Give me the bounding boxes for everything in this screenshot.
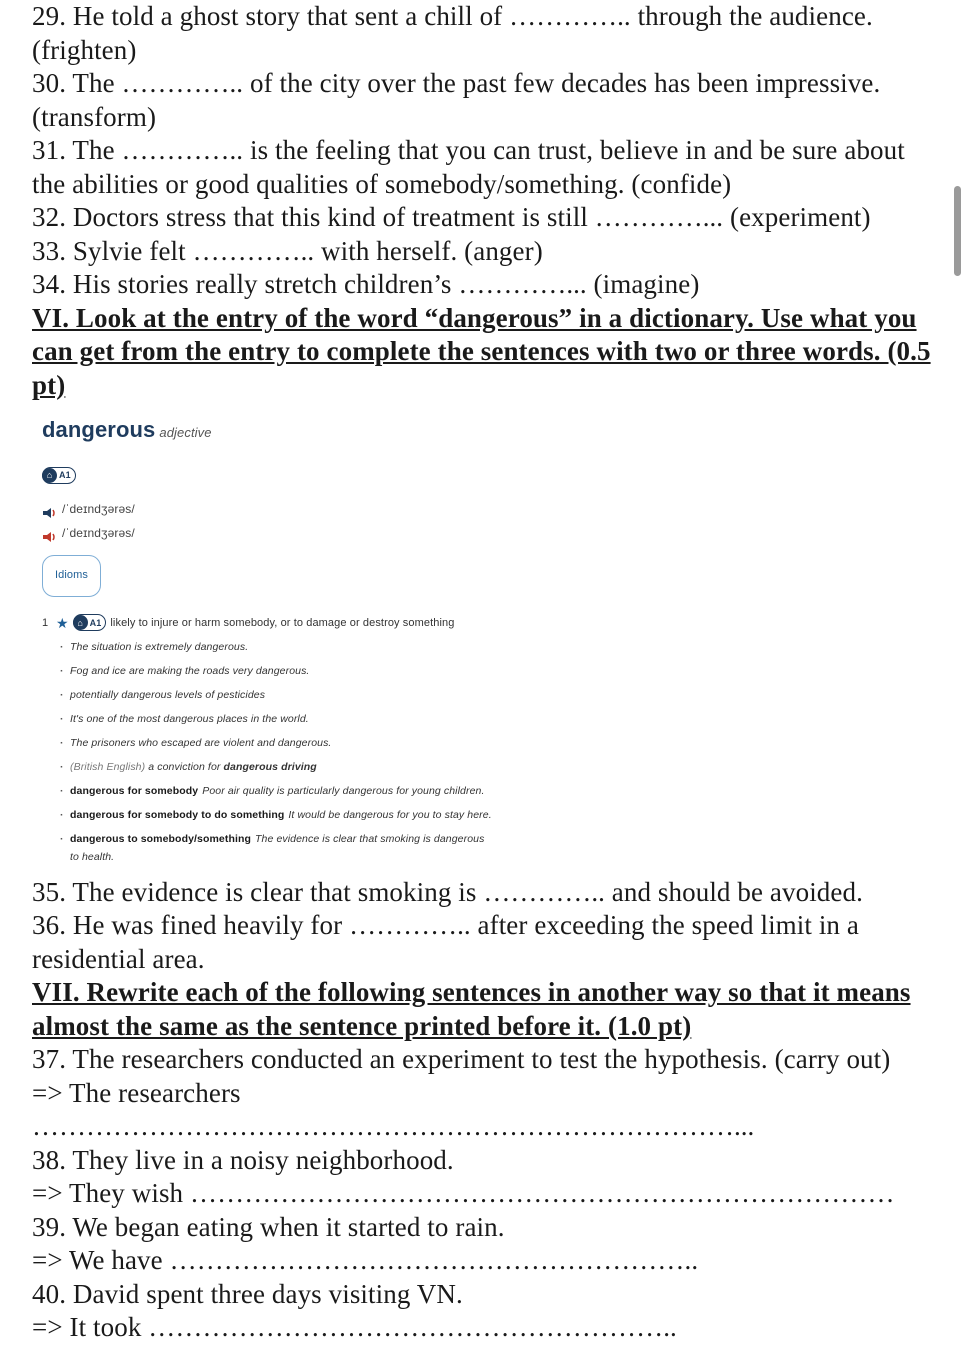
example: · potentially dangerous levels of pesticides [60, 683, 932, 707]
section-7-heading: VII. Rewrite each of the following sentences in another way so that it means almost the same as the sentence printed before it. (1.0 pt) [32, 977, 911, 1041]
sense-level-badge[interactable]: ⌂ A1 [73, 614, 107, 631]
example: · The situation is extremely dangerous. [60, 635, 932, 659]
answer-blank[interactable]: ………….. [458, 269, 580, 299]
answer-37[interactable]: => The researchers [32, 1077, 241, 1108]
part-of-speech: adjective [159, 425, 212, 440]
question-31: 31. The ………….. is the feeling that you can trust, believe in and be sure about the abilities or good qualities of somebody/something. (confide) [32, 135, 905, 199]
worksheet [32, 0, 932, 1345]
oxford-3000-icon: ⌂ [73, 615, 88, 630]
examples-list [42, 635, 932, 866]
pronunciation-us[interactable]: /ˈdeɪndʒərəs/ [42, 521, 932, 545]
answer-blank[interactable]: …………. [121, 68, 237, 98]
dictionary-entry [42, 412, 932, 866]
level-row [42, 458, 932, 492]
headword: dangerous [42, 417, 156, 442]
answer-blank[interactable]: …………. [121, 135, 237, 165]
example: · Fog and ice are making the roads very dangerous. [60, 659, 932, 683]
star-icon: ★ [56, 614, 69, 631]
question-40: 40. David spent three days visiting VN. [32, 1278, 463, 1309]
speaker-icon[interactable] [42, 527, 58, 539]
question-30: 30. The ………….. of the city over the past few decades has been impressive. (transform) [32, 68, 881, 132]
example: · (British English) a conviction for dangerous driving [60, 755, 932, 779]
pattern-example: · dangerous for somebody to do something It would be dangerous for you to stay here. [60, 803, 932, 827]
entry-header [42, 412, 932, 450]
question-37: 37. The researchers conducted an experiment to test the hypothesis. (carry out) [32, 1044, 891, 1074]
example: · The prisoners who escaped are violent and dangerous. [60, 731, 932, 755]
answer-blank[interactable]: …………. [192, 235, 308, 266]
answer-37-line[interactable]: ……………………………………………………………………... [32, 1111, 755, 1141]
answer-blank[interactable]: …………. [509, 1, 624, 31]
sense-1 [42, 611, 932, 635]
question-33: 33. Sylvie felt ………….. with herself. (anger) [32, 235, 543, 266]
question-34: 34. His stories really stretch children’s …………... (imagine) [32, 269, 700, 299]
definition: likely to injure or harm somebody, or to damage or destroy something [110, 616, 455, 629]
sense-number: 1 [42, 616, 49, 629]
idioms-button[interactable]: Idioms [42, 555, 101, 597]
oxford-level-badge[interactable]: ⌂ A1 [42, 467, 76, 484]
answer-blank[interactable]: ………….. [594, 202, 717, 232]
question-36: 36. He was fined heavily for ………….. after exceeding the speed limit in a residential area. [32, 910, 859, 974]
question-29: 29. He told a ghost story that sent a chill of ………….. through the audience. (frighten) [32, 1, 873, 65]
answer-39[interactable]: => We have ………………………………………………….. [32, 1245, 699, 1275]
answer-40[interactable]: => It took ………………………………………………….. [32, 1312, 677, 1342]
pattern-example: · dangerous to somebody/something The evidence is clear that smoking is dangerous to health. [60, 827, 490, 866]
question-35: 35. The evidence is clear that smoking is ………….. and should be avoided. [32, 876, 863, 907]
answer-38[interactable]: => They wish …………………………………………………………………… [32, 1178, 895, 1208]
oxford-3000-icon: ⌂ [42, 468, 57, 483]
register-label: (British English) [70, 760, 146, 773]
speaker-icon[interactable] [42, 503, 58, 515]
section-6-heading: VI. Look at the entry of the word “dangerous” in a dictionary. Use what you can get from the entry to complete the sentences with two or three words. (0.5 pt) [32, 302, 931, 400]
scrollbar-thumb[interactable] [954, 186, 961, 276]
example: · It's one of the most dangerous places in the world. [60, 707, 932, 731]
pronunciation-uk[interactable]: /ˈdeɪndʒərəs/ [42, 497, 932, 521]
answer-blank[interactable]: …………. [483, 876, 599, 907]
grammar-pattern: dangerous to somebody/something [70, 832, 252, 845]
pattern-example: · dangerous for somebody Poor air quality is particularly dangerous for young children. [60, 779, 932, 803]
question-32: 32. Doctors stress that this kind of treatment is still …………... (experiment) [32, 202, 871, 232]
question-39: 39. We began eating when it started to rain. [32, 1211, 505, 1242]
question-38: 38. They live in a noisy neighborhood. [32, 1144, 454, 1175]
grammar-pattern: dangerous for somebody [70, 784, 199, 797]
answer-blank[interactable]: …………. [349, 910, 464, 940]
grammar-pattern: dangerous for somebody to do something [70, 808, 285, 821]
